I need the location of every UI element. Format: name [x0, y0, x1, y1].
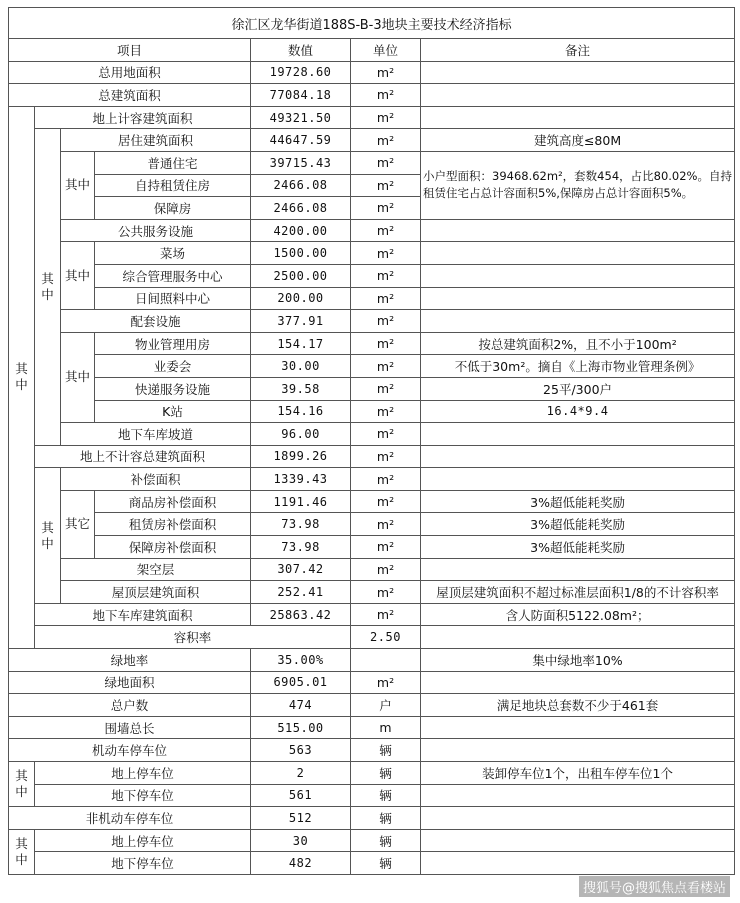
row-unit: 辆 — [351, 807, 421, 830]
row-unit: 辆 — [351, 852, 421, 875]
table-row — [9, 287, 735, 310]
group-label: 其 中 — [9, 106, 35, 648]
row-value: 4200.00 — [251, 219, 351, 242]
row-value: 563 — [251, 739, 351, 762]
row-value: 39.58 — [251, 377, 351, 400]
row-note — [421, 61, 735, 84]
title-row — [9, 8, 735, 39]
row-label: 地上停车位 — [35, 762, 251, 785]
row-unit — [351, 649, 421, 672]
row-note — [421, 807, 735, 830]
row-value: 1500.00 — [251, 242, 351, 265]
table-row — [9, 829, 735, 852]
row-label: 非机动车停车位 — [9, 807, 251, 830]
row-label: 配套设施 — [61, 310, 251, 333]
table-row — [9, 762, 735, 785]
group-label: 其 中 — [35, 468, 61, 604]
row-label: 绿地率 — [9, 649, 251, 672]
row-value: 2 — [251, 762, 351, 785]
group-label: 其中 — [61, 332, 95, 422]
row-value: 377.91 — [251, 310, 351, 333]
row-note — [421, 106, 735, 129]
table-row — [9, 490, 735, 513]
row-label: 总户数 — [9, 694, 251, 717]
table-row — [9, 468, 735, 491]
table-row — [9, 739, 735, 762]
row-unit: m² — [351, 490, 421, 513]
header-value: 数值 — [251, 39, 351, 62]
row-label: 居住建筑面积 — [61, 129, 251, 152]
row-unit: m² — [351, 468, 421, 491]
row-label: 租赁房补偿面积 — [95, 513, 251, 536]
row-value: 2466.08 — [251, 197, 351, 220]
row-note — [421, 716, 735, 739]
row-note: 3%超低能耗奖励 — [421, 536, 735, 559]
table-row — [9, 807, 735, 830]
row-value: 30.00 — [251, 355, 351, 378]
table-row — [9, 423, 735, 446]
row-value: 307.42 — [251, 558, 351, 581]
row-value: 96.00 — [251, 423, 351, 446]
row-label: 日间照料中心 — [95, 287, 251, 310]
row-note: 不低于30m²。摘自《上海市物业管理条例》 — [421, 355, 735, 378]
row-value: 154.17 — [251, 332, 351, 355]
row-label: 地下车库坡道 — [61, 423, 251, 446]
row-label: 地下停车位 — [35, 784, 251, 807]
row-label: 地上不计容总建筑面积 — [35, 445, 251, 468]
row-note: 3%超低能耗奖励 — [421, 490, 735, 513]
row-note — [421, 829, 735, 852]
watermark: 搜狐号@搜狐焦点看楼站 — [579, 876, 730, 897]
row-unit: m² — [351, 219, 421, 242]
table-row — [9, 264, 735, 287]
row-unit: m² — [351, 197, 421, 220]
table-row — [9, 784, 735, 807]
row-label: 菜场 — [95, 242, 251, 265]
row-unit: m² — [351, 310, 421, 333]
row-value: 474 — [251, 694, 351, 717]
table-row — [9, 671, 735, 694]
group-label: 其 中 — [35, 129, 61, 445]
row-label: 地下车库建筑面积 — [35, 603, 251, 626]
row-note — [421, 84, 735, 107]
row-value: 77084.18 — [251, 84, 351, 107]
row-unit: m² — [351, 129, 421, 152]
row-unit: m² — [351, 174, 421, 197]
table-row — [9, 581, 735, 604]
row-unit: m² — [351, 400, 421, 423]
row-label: 地下停车位 — [35, 852, 251, 875]
table-row — [9, 852, 735, 875]
table-row — [9, 445, 735, 468]
row-note: 25平/300户 — [421, 377, 735, 400]
table-row — [9, 84, 735, 107]
row-label: 商品房补偿面积 — [95, 490, 251, 513]
row-value: 200.00 — [251, 287, 351, 310]
row-note — [421, 468, 735, 491]
row-value: 512 — [251, 807, 351, 830]
row-label: K站 — [95, 400, 251, 423]
table-row — [9, 355, 735, 378]
row-value: 252.41 — [251, 581, 351, 604]
row-note: 按总建筑面积2%，且不小于100m² — [421, 332, 735, 355]
row-label: 屋顶层建筑面积 — [61, 581, 251, 604]
row-unit: m² — [351, 264, 421, 287]
row-label: 总用地面积 — [9, 61, 251, 84]
header-row — [9, 39, 735, 62]
row-value: 482 — [251, 852, 351, 875]
row-label: 物业管理用房 — [95, 332, 251, 355]
table-row — [9, 558, 735, 581]
table-row — [9, 151, 735, 174]
row-note: 小户型面积：39468.62m²，套数454，占比80.02%。自持租赁住宅占总计容面积5%,保障房占总计容面积5%。 — [421, 151, 735, 219]
row-value: 6905.01 — [251, 671, 351, 694]
row-unit: m² — [351, 581, 421, 604]
row-label: 业委会 — [95, 355, 251, 378]
indicator-table — [8, 7, 735, 875]
row-unit: m² — [351, 106, 421, 129]
row-note — [421, 445, 735, 468]
row-unit: m² — [351, 287, 421, 310]
header-unit: 单位 — [351, 39, 421, 62]
row-unit: m² — [351, 513, 421, 536]
table-row — [9, 106, 735, 129]
row-note: 屋顶层建筑面积不超过标准层面积1/8的不计容积率 — [421, 581, 735, 604]
row-label: 综合管理服务中心 — [95, 264, 251, 287]
row-value: 2500.00 — [251, 264, 351, 287]
table-row — [9, 377, 735, 400]
row-note — [421, 287, 735, 310]
row-value: 515.00 — [251, 716, 351, 739]
row-value: 1339.43 — [251, 468, 351, 491]
table-row — [9, 603, 735, 626]
group-label: 其 中 — [9, 762, 35, 807]
table-row — [9, 242, 735, 265]
row-label: 总建筑面积 — [9, 84, 251, 107]
header-note: 备注 — [421, 39, 735, 62]
table-row — [9, 536, 735, 559]
row-note: 含人防面积5122.08m²； — [421, 603, 735, 626]
table-title: 徐汇区龙华街道188S-B-3地块主要技术经济指标 — [9, 8, 735, 39]
row-label: 容积率 — [35, 626, 351, 649]
row-note — [421, 264, 735, 287]
table-row — [9, 626, 735, 649]
group-label: 其中 — [61, 242, 95, 310]
row-note: 建筑高度≤80M — [421, 129, 735, 152]
row-note — [421, 219, 735, 242]
row-value: 154.16 — [251, 400, 351, 423]
row-unit: m² — [351, 536, 421, 559]
row-unit: m² — [351, 558, 421, 581]
row-label: 补偿面积 — [61, 468, 251, 491]
row-value: 25863.42 — [251, 603, 351, 626]
row-note — [421, 423, 735, 446]
row-label: 快递服务设施 — [95, 377, 251, 400]
row-note: 装卸停车位1个，出租车停车位1个 — [421, 762, 735, 785]
row-value: 39715.43 — [251, 151, 351, 174]
row-note: 满足地块总套数不少于461套 — [421, 694, 735, 717]
row-label: 保障房补偿面积 — [95, 536, 251, 559]
row-note — [421, 739, 735, 762]
row-label: 围墙总长 — [9, 716, 251, 739]
row-unit — [421, 626, 735, 649]
row-value: 1191.46 — [251, 490, 351, 513]
row-note: 集中绿地率10% — [421, 649, 735, 672]
table-row — [9, 310, 735, 333]
row-note — [421, 784, 735, 807]
row-unit: m — [351, 716, 421, 739]
row-value: 73.98 — [251, 513, 351, 536]
row-value: 44647.59 — [251, 129, 351, 152]
indicator-table-wrapper — [8, 7, 734, 875]
row-value: 561 — [251, 784, 351, 807]
row-unit: 辆 — [351, 739, 421, 762]
group-label: 其它 — [61, 490, 95, 558]
row-unit: 户 — [351, 694, 421, 717]
table-row — [9, 61, 735, 84]
header-item: 项目 — [9, 39, 251, 62]
row-unit: 辆 — [351, 784, 421, 807]
row-unit: m² — [351, 355, 421, 378]
row-value: 73.98 — [251, 536, 351, 559]
row-note — [421, 852, 735, 875]
row-unit: m² — [351, 84, 421, 107]
row-label: 架空层 — [61, 558, 251, 581]
row-value: 2.50 — [351, 626, 421, 649]
row-label: 地上计容建筑面积 — [35, 106, 251, 129]
row-value: 49321.50 — [251, 106, 351, 129]
row-label: 保障房 — [95, 197, 251, 220]
row-value: 1899.26 — [251, 445, 351, 468]
row-label: 机动车停车位 — [9, 739, 251, 762]
table-row — [9, 400, 735, 423]
row-unit: 辆 — [351, 829, 421, 852]
row-value: 2466.08 — [251, 174, 351, 197]
row-label: 公共服务设施 — [61, 219, 251, 242]
group-label: 其 中 — [9, 829, 35, 874]
row-note: 3%超低能耗奖励 — [421, 513, 735, 536]
row-unit: m² — [351, 445, 421, 468]
row-note — [421, 310, 735, 333]
table-row — [9, 694, 735, 717]
row-note: 16.4*9.4 — [421, 400, 735, 423]
row-label: 自持租赁住房 — [95, 174, 251, 197]
row-label: 普通住宅 — [95, 151, 251, 174]
row-unit: m² — [351, 242, 421, 265]
row-unit: m² — [351, 61, 421, 84]
table-row — [9, 332, 735, 355]
group-label: 其中 — [61, 151, 95, 219]
row-unit: m² — [351, 377, 421, 400]
table-row — [9, 129, 735, 152]
table-row — [9, 219, 735, 242]
row-note — [421, 671, 735, 694]
row-unit: m² — [351, 423, 421, 446]
row-unit: m² — [351, 332, 421, 355]
table-row — [9, 513, 735, 536]
table-row — [9, 716, 735, 739]
row-label: 地上停车位 — [35, 829, 251, 852]
row-note — [421, 558, 735, 581]
row-note — [421, 242, 735, 265]
row-value: 19728.60 — [251, 61, 351, 84]
row-unit: m² — [351, 151, 421, 174]
row-unit: m² — [351, 671, 421, 694]
row-unit: m² — [351, 603, 421, 626]
row-unit: 辆 — [351, 762, 421, 785]
row-value: 35.00% — [251, 649, 351, 672]
table-row — [9, 649, 735, 672]
row-label: 绿地面积 — [9, 671, 251, 694]
row-value: 30 — [251, 829, 351, 852]
